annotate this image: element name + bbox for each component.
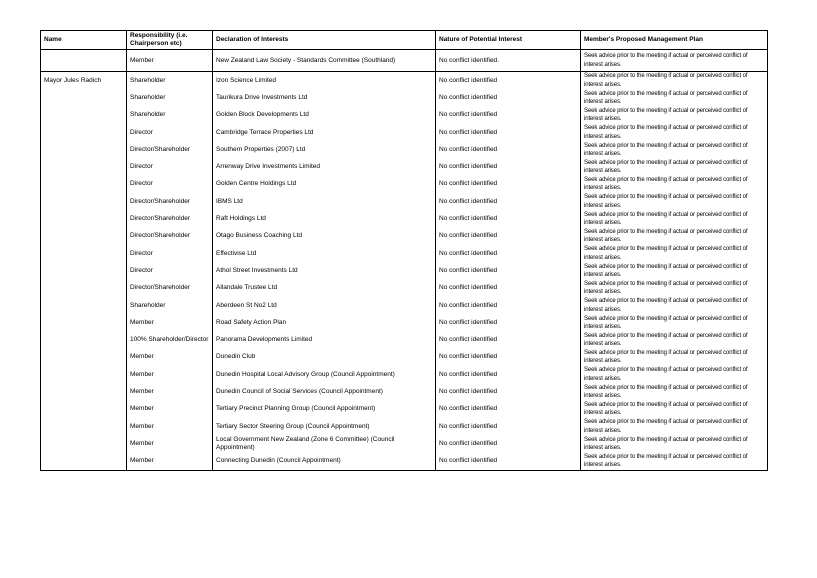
responsibility-cell: Member (126, 50, 212, 71)
declaration-cell: Panorama Developments Limited (212, 331, 435, 348)
nature-cell: No conflict identified (435, 401, 580, 418)
nature-cell: No conflict identified (435, 72, 580, 89)
management-plan-cell: Seek advice prior to the meeting if actual or perceived conflict of interest arises. (580, 89, 767, 106)
declaration-cell: Izon Science Limited (212, 72, 435, 89)
management-plan-cell: Seek advice prior to the meeting if actual or perceived conflict of interest arises. (580, 401, 767, 418)
management-plan-cell: Seek advice prior to the meeting if actual or perceived conflict of interest arises. (580, 245, 767, 262)
management-plan-cell: Seek advice prior to the meeting if actual or perceived conflict of interest arises. (580, 193, 767, 210)
nature-cell: No conflict identified (435, 383, 580, 400)
declaration-cell: Effectivise Ltd (212, 245, 435, 262)
nature-cell: No conflict identified (435, 141, 580, 158)
declaration-cell: Taurikura Drive Investments Ltd (212, 89, 435, 106)
responsibility-cell: Director/Shareholder (126, 193, 212, 210)
responsibility-cell: Director/Shareholder (126, 228, 212, 245)
management-plan-cell: Seek advice prior to the meeting if actual or perceived conflict of interest arises. (580, 418, 767, 435)
nature-cell: No conflict identified (435, 280, 580, 297)
responsibility-cell: Member (126, 314, 212, 331)
header-declaration-of-interests: Declaration of Interests (212, 31, 435, 49)
management-plan-cell: Seek advice prior to the meeting if actual or perceived conflict of interest arises. (580, 158, 767, 175)
declaration-cell: Raft Holdings Ltd (212, 210, 435, 227)
nature-cell: No conflict identified (435, 245, 580, 262)
responsibility-cell: Shareholder (126, 297, 212, 314)
declaration-cell: Golden Block Developments Ltd (212, 107, 435, 124)
nature-cell: No conflict identified. (435, 50, 580, 71)
management-plan-cell: Seek advice prior to the meeting if actual or perceived conflict of interest arises. (580, 262, 767, 279)
responsibility-cell: Director (126, 262, 212, 279)
nature-cell: No conflict identified (435, 176, 580, 193)
nature-cell: No conflict identified (435, 418, 580, 435)
responsibility-cell: Shareholder (126, 89, 212, 106)
management-plan-cell: Seek advice prior to the meeting if actual or perceived conflict of interest arises. (580, 297, 767, 314)
declaration-cell: Tertiary Precinct Planning Group (Council Appointment) (212, 401, 435, 418)
responsibility-cell: Member (126, 418, 212, 435)
responsibility-cell: Director/Shareholder (126, 141, 212, 158)
management-plan-cell: Seek advice prior to the meeting if actual or perceived conflict of interest arises. (580, 280, 767, 297)
management-plan-cell: Seek advice prior to the meeting if actual or perceived conflict of interest arises. (580, 107, 767, 124)
declaration-cell: Local Government New Zealand (Zone 6 Committee) (Council Appointment) (212, 435, 435, 452)
declaration-cell: Allandale Trustee Ltd (212, 280, 435, 297)
nature-cell: No conflict identified (435, 366, 580, 383)
table-body (41, 50, 767, 470)
declaration-cell: Aberdeen St No2 Ltd (212, 297, 435, 314)
management-plan-cell: Seek advice prior to the meeting if actual or perceived conflict of interest arises. (580, 176, 767, 193)
responsibility-cell: Member (126, 401, 212, 418)
table-section (41, 50, 767, 71)
management-plan-cell: Seek advice prior to the meeting if actual or perceived conflict of interest arises. (580, 124, 767, 141)
declaration-cell: Connecting Dunedin (Council Appointment) (212, 453, 435, 470)
management-plan-cell: Seek advice prior to the meeting if actual or perceived conflict of interest arises. (580, 331, 767, 348)
nature-cell: No conflict identified (435, 107, 580, 124)
nature-cell: No conflict identified (435, 210, 580, 227)
responsibility-cell: Director (126, 124, 212, 141)
responsibility-cell: 100% Shareholder/Director (126, 331, 212, 348)
responsibility-cell: Shareholder (126, 72, 212, 89)
responsibility-cell: Director (126, 158, 212, 175)
responsibility-cell: Member (126, 349, 212, 366)
responsibility-cell: Director/Shareholder (126, 210, 212, 227)
nature-cell: No conflict identified (435, 262, 580, 279)
nature-cell: No conflict identified (435, 158, 580, 175)
declaration-cell: Dunedin Council of Social Services (Council Appointment) (212, 383, 435, 400)
declaration-cell: Tertiary Sector Steering Group (Council Appointment) (212, 418, 435, 435)
declaration-cell: IBMS Ltd (212, 193, 435, 210)
responsibility-cell: Director/Shareholder (126, 280, 212, 297)
nature-cell: No conflict identified (435, 297, 580, 314)
management-plan-cell: Seek advice prior to the meeting if actual or perceived conflict of interest arises. (580, 349, 767, 366)
table-section (41, 71, 767, 470)
management-plan-cell: Seek advice prior to the meeting if actual or perceived conflict of interest arises. (580, 228, 767, 245)
nature-cell: No conflict identified (435, 193, 580, 210)
declaration-cell: Southern Properties (2007) Ltd (212, 141, 435, 158)
nature-cell: No conflict identified (435, 453, 580, 470)
nature-cell: No conflict identified (435, 228, 580, 245)
responsibility-cell: Member (126, 453, 212, 470)
nature-cell: No conflict identified (435, 349, 580, 366)
nature-cell: No conflict identified (435, 331, 580, 348)
declaration-cell: Dunedin Hospital Local Advisory Group (Council Appointment) (212, 366, 435, 383)
declaration-cell: Golden Centre Holdings Ltd (212, 176, 435, 193)
declaration-cell: Road Safety Action Plan (212, 314, 435, 331)
responsibility-cell: Director (126, 176, 212, 193)
management-plan-cell: Seek advice prior to the meeting if actual or perceived conflict of interest arises. (580, 453, 767, 470)
declaration-cell: Cambridge Terrace Properties Ltd (212, 124, 435, 141)
responsibility-cell: Director (126, 245, 212, 262)
declaration-cell: Otago Business Coaching Ltd (212, 228, 435, 245)
nature-cell: No conflict identified (435, 435, 580, 452)
nature-cell: No conflict identified (435, 124, 580, 141)
header-management-plan: Member's Proposed Management Plan (580, 31, 767, 49)
declaration-cell: Dunedin Club (212, 349, 435, 366)
header-name: Name (44, 36, 62, 43)
management-plan-cell: Seek advice prior to the meeting if actual or perceived conflict of interest arises. (580, 383, 767, 400)
management-plan-cell: Seek advice prior to the meeting if actual or perceived conflict of interest arises. (580, 314, 767, 331)
management-plan-cell: Seek advice prior to the meeting if actual or perceived conflict of interest arises. (580, 210, 767, 227)
declaration-cell: Athol Street Investments Ltd (212, 262, 435, 279)
declaration-cell: Arrenway Drive Investments Limited (212, 158, 435, 175)
nature-cell: No conflict identified (435, 314, 580, 331)
responsibility-cell: Shareholder (126, 107, 212, 124)
declaration-cell: New Zealand Law Society - Standards Committee (Southland) (212, 50, 435, 71)
responsibility-cell: Member (126, 435, 212, 452)
member-name-cell: Mayor Jules Radich (44, 77, 102, 84)
management-plan-cell: Seek advice prior to the meeting if actual or perceived conflict of interest arises. (580, 366, 767, 383)
management-plan-cell: Seek advice prior to the meeting if actual or perceived conflict of interest arises. (580, 72, 767, 89)
management-plan-cell: Seek advice prior to the meeting if actual or perceived conflict of interest arises. (580, 435, 767, 452)
management-plan-cell: Seek advice prior to the meeting if actual or perceived conflict of interest arises. (580, 141, 767, 158)
header-nature-of-potential-interest: Nature of Potential Interest (435, 31, 580, 49)
declarations-table (40, 30, 768, 471)
table-header-row (41, 31, 767, 50)
management-plan-cell: Seek advice prior to the meeting if actual or perceived conflict of interest arises. (580, 50, 767, 71)
member-name-cell (41, 50, 126, 71)
nature-cell: No conflict identified (435, 89, 580, 106)
responsibility-cell: Member (126, 366, 212, 383)
header-responsibility: Responsibility (i.e. Chairperson etc) (126, 31, 212, 49)
responsibility-cell: Member (126, 383, 212, 400)
